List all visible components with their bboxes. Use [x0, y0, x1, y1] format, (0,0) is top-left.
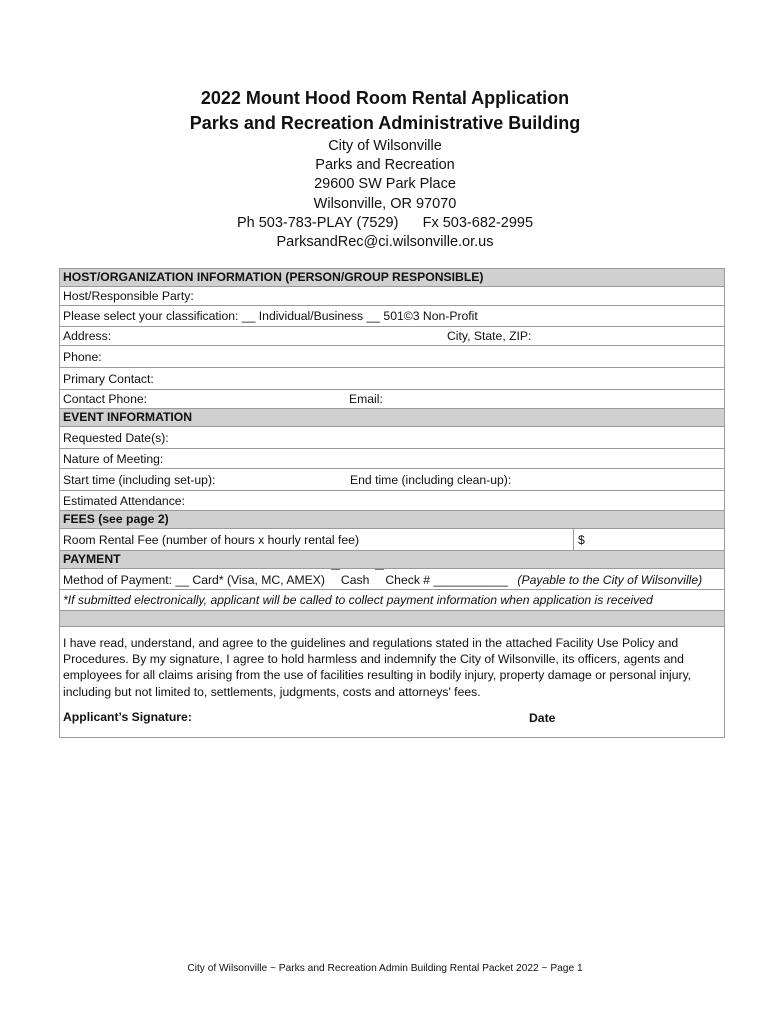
- page-footer: City of Wilsonville ~ Parks and Recreation Admin Building Rental Packet 2022 ~ Page 1: [187, 963, 583, 974]
- room-fee-row[interactable]: [60, 529, 724, 551]
- start-time-label: Start time (including set-up):: [63, 473, 216, 487]
- date-label[interactable]: Date: [529, 711, 556, 725]
- address-line-street: 29600 SW Park Place: [314, 176, 456, 193]
- contact-phone-label: Contact Phone:: [63, 392, 148, 406]
- cash-option: Cash: [340, 573, 370, 587]
- section-heading-event: EVENT INFORMATION: [60, 409, 724, 427]
- address-line-phone-fax: Ph 503-783-PLAY (7529) Fx 503-682-2995: [236, 214, 534, 231]
- section-heading-host: HOST/ORGANIZATION INFORMATION (PERSON/GROUP RESPONSIBLE): [60, 269, 724, 287]
- electronic-submission-note: *If submitted electronically, applicant will be called to collect payment information when application is received: [60, 590, 724, 611]
- host-party-field[interactable]: Host/Responsible Party:: [60, 287, 724, 306]
- address-label: Address:: [63, 329, 112, 343]
- check-checkbox[interactable]: [375, 569, 384, 578]
- address-line-dept: Parks and Recreation: [315, 157, 455, 174]
- address-line-org: City of Wilsonville: [328, 138, 442, 154]
- cash-checkbox[interactable]: [331, 569, 340, 578]
- section-heading-payment: PAYMENT: [60, 551, 724, 569]
- section-heading-fees: FEES (see page 2): [60, 511, 724, 529]
- nature-of-meeting-field[interactable]: Nature of Meeting:: [60, 449, 724, 469]
- room-fee-label: Room Rental Fee (number of hours x hourly rental fee): [63, 533, 360, 547]
- document-title: 2022 Mount Hood Room Rental Application: [200, 88, 570, 108]
- contact-address-block: [0, 137, 770, 252]
- applicant-signature-label[interactable]: Applicant’s Signature:: [63, 710, 192, 724]
- application-form: [59, 268, 725, 738]
- end-time-label: End time (including clean-up):: [350, 473, 512, 487]
- estimated-attendance-field[interactable]: Estimated Attendance:: [60, 491, 724, 511]
- time-row[interactable]: [60, 469, 724, 491]
- email-label: Email:: [349, 392, 383, 406]
- check-option: Check # ___________: [385, 573, 509, 587]
- payment-method-row[interactable]: [60, 569, 724, 590]
- payable-note: (Payable to the City of Wilsonville): [517, 573, 703, 587]
- classification-field[interactable]: Please select your classification: __ Individual/Business __ 501©3 Non-Profit: [60, 306, 724, 327]
- document-subtitle: Parks and Recreation Administrative Building: [189, 113, 581, 133]
- card-option[interactable]: Method of Payment: __ Card* (Visa, MC, AMEX): [63, 573, 325, 587]
- requested-dates-field[interactable]: Requested Date(s):: [60, 427, 724, 449]
- city-state-zip-label: City, State, ZIP:: [447, 329, 532, 343]
- fee-amount-cell[interactable]: $: [573, 529, 585, 550]
- primary-contact-field[interactable]: Primary Contact:: [60, 368, 724, 390]
- address-row[interactable]: [60, 327, 724, 346]
- agreement-text: I have read, understand, and agree to the guidelines and regulations stated in the attached Facility Use Policy and Procedures. By my signature, I agree to hold harmless and indemnify the City of Wilsonville, its officers, agents and employees for all claims arising from the use of facilities resulting in bodily injury, property damage or personal injury, including but not limited to, settlements, judgments, costs and attorneys' fees.: [63, 636, 692, 699]
- contact-row[interactable]: [60, 390, 724, 409]
- phone-field[interactable]: Phone:: [60, 346, 724, 368]
- address-line-city: Wilsonville, OR 97070: [313, 195, 457, 212]
- agreement-section: [60, 627, 724, 737]
- section-divider: [60, 611, 724, 627]
- address-line-email: ParksandRec@ci.wilsonville.or.us: [276, 234, 494, 251]
